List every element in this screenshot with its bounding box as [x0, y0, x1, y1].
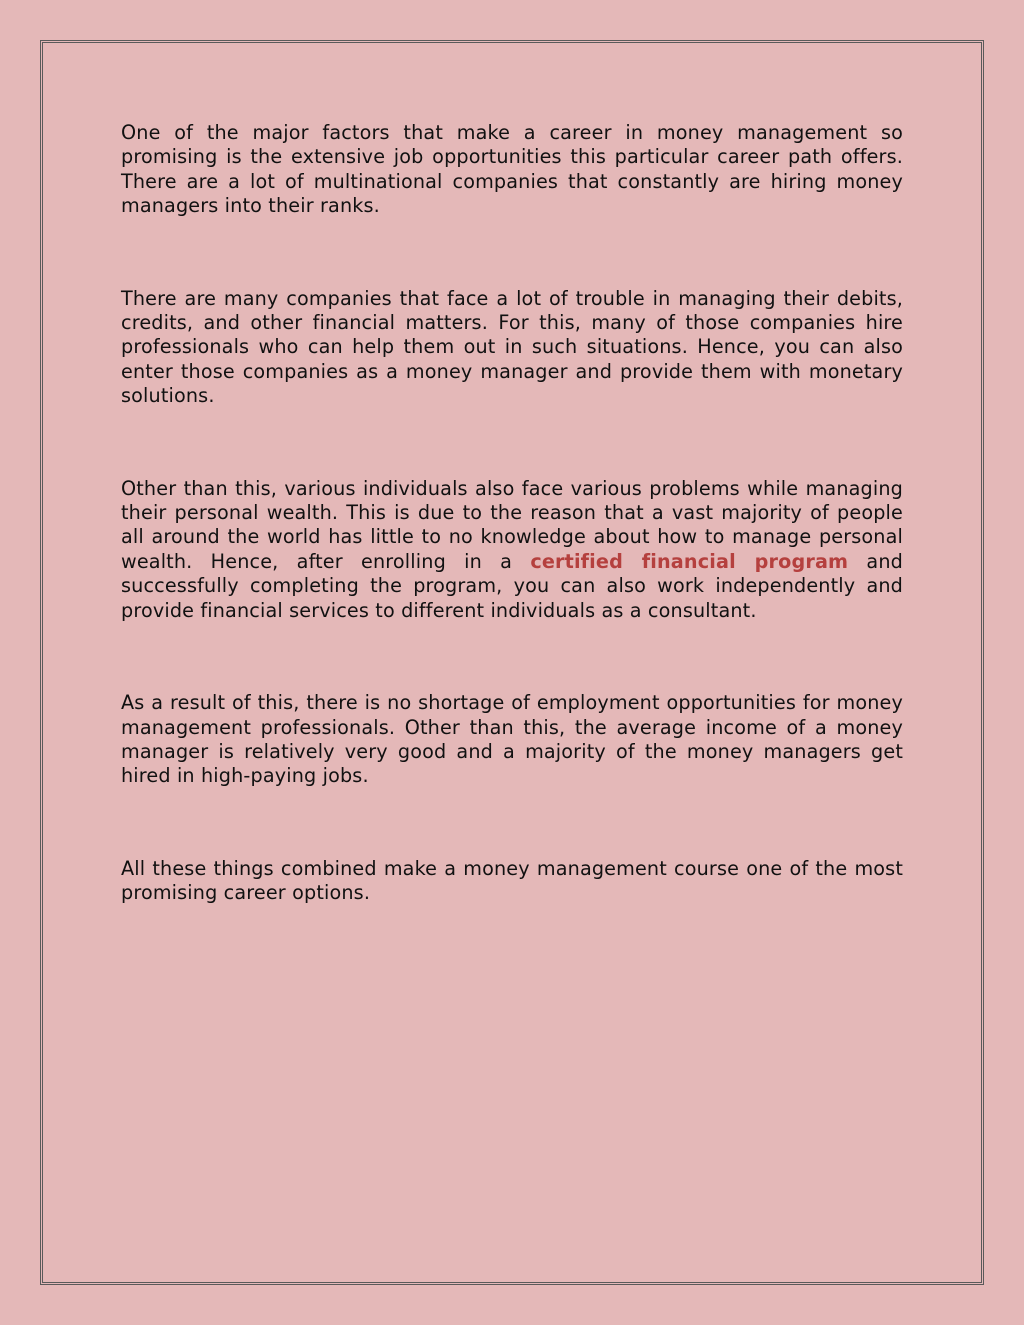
paragraph-4: As a result of this, there is no shortage of employment opportunities for money management professionals. Other than this, the average income of a money manager is relatively very good and a majority of the money managers get hired in high-paying jobs. [121, 691, 903, 788]
paragraph-1: One of the major factors that make a career in money management so promising is the extensive job opportunities this particular career path offers. There are a lot of multinational companies that constantly are hiring money managers into their ranks. [121, 121, 903, 218]
paragraph-3-text-after-link: and successfully completing the program, you can also work independently and provide financial services to different individuals as a consultant. [121, 549, 903, 622]
certified-financial-program-link[interactable]: certified financial program [530, 549, 849, 573]
document-body [121, 121, 903, 906]
paragraph-spacer [121, 623, 903, 691]
paragraph-spacer [121, 409, 903, 477]
paragraph-spacer [121, 789, 903, 857]
paragraph-3 [121, 477, 903, 623]
paragraph-3-text-before-link: Other than this, various individuals also face various problems while managing their personal wealth. This is due to the reason that a vast majority of people all around the world has little to no knowledge about how to manage personal wealth. Hence, after enrolling in a [121, 476, 903, 573]
paragraph-spacer [121, 219, 903, 287]
paragraph-5: All these things combined make a money management course one of the most promising career options. [121, 856, 903, 905]
paragraph-2: There are many companies that face a lot of trouble in managing their debits, credits, and other financial matters. For this, many of those companies hire professionals who can help them out in such situations. Hence, you can also enter those companies as a money manager and provide them with monetary solutions. [121, 286, 903, 408]
